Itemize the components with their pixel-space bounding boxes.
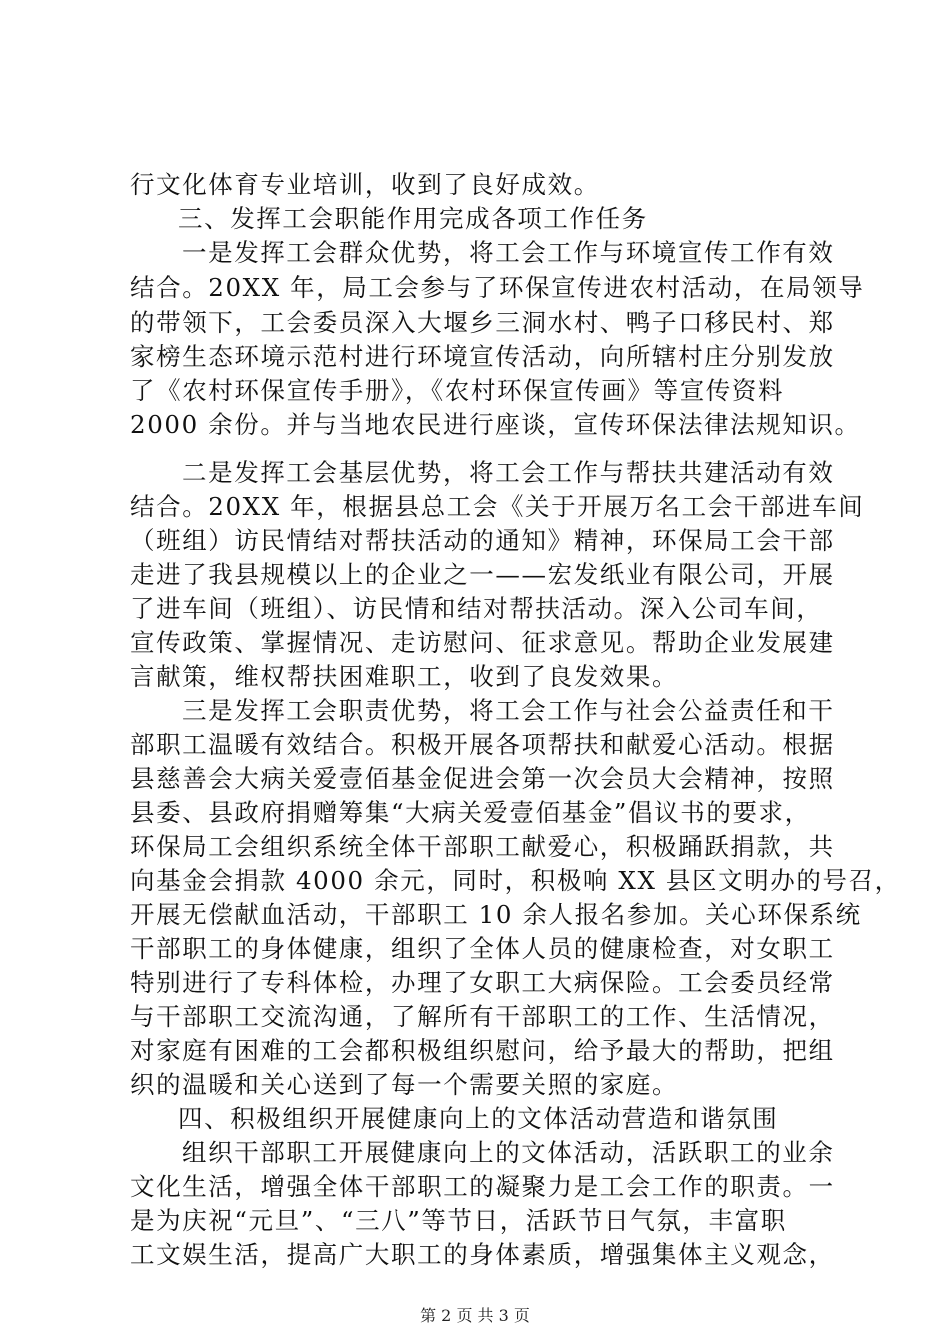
text-line: 三是发挥工会职责优势，将工会工作与社会公益责任和干 <box>182 696 835 725</box>
text-line: 织的温暖和关心送到了每一个需要关照的家庭。 <box>130 1070 679 1099</box>
text-line: 了进车间（班组）、访民情和结对帮扶活动。深入公司车间， <box>130 594 823 623</box>
text-line: 是为庆祝“元旦”、“三八”等节日，活跃节日气氛，丰富职 <box>130 1206 787 1235</box>
text-line: 县慈善会大病关爱壹佰基金促进会第一次会员大会精神，按照 <box>130 764 835 793</box>
text-line: 行文化体育专业培训，收到了良好成效。 <box>130 170 600 199</box>
text-line: 工文娱生活，提高广大职工的身体素质，增强集体主义观念， <box>130 1240 835 1269</box>
text-line: 宣传政策、掌握情况、走访慰问、征求意见。帮助企业发展建 <box>130 628 835 657</box>
text-line: 了《农村环保宣传手册》，《农村环保宣传画》等宣传资料 <box>130 376 785 405</box>
text-line: 部职工温暖有效结合。积极开展各项帮扶和献爱心活动。根据 <box>130 730 835 759</box>
text-line: 2000 余份。并与当地农民进行座谈，宣传环保法律法规知识。 <box>130 410 861 439</box>
text-line: 文化生活，增强全体干部职工的凝聚力是工会工作的职责。一 <box>130 1172 835 1201</box>
text-line: 言献策，维权帮扶困难职工，收到了良发效果。 <box>130 662 679 691</box>
text-line: 结合。20XX 年，根据县总工会《关于开展万名工会干部进车间 <box>130 492 865 521</box>
text-line: 家榜生态环境示范村进行环境宣传活动，向所辖村庄分别发放 <box>130 342 835 371</box>
text-line: 结合。20XX 年，局工会参与了环保宣传进农村活动，在局领导 <box>130 273 865 302</box>
text-line: 干部职工的身体健康，组织了全体人员的健康检查，对女职工 <box>130 934 835 963</box>
text-line: 县委、县政府捐赠筹集“大病关爱壹佰基金”倡议书的要求， <box>130 798 811 827</box>
text-line: 三、发挥工会职能作用完成各项工作任务 <box>178 204 648 233</box>
text-line: 向基金会捐款 4000 余元，同时，积极响 XX 县区文明办的号召， <box>130 866 901 895</box>
text-line: 环保局工会组织系统全体干部职工献爱心，积极踊跃捐款，共 <box>130 832 835 861</box>
text-line: 走进了我县规模以上的企业之一——宏发纸业有限公司，开展 <box>130 560 835 589</box>
page-footer: 第 2 页 共 3 页 <box>420 1306 530 1325</box>
text-line: 对家庭有困难的工会都积极组织慰问，给予最大的帮助，把组 <box>130 1036 835 1065</box>
text-line: 一是发挥工会群众优势，将工会工作与环境宣传工作有效 <box>182 238 835 267</box>
text-line: （班组）访民情结对帮扶活动的通知》精神，环保局工会干部 <box>130 526 835 555</box>
text-line: 与干部职工交流沟通，了解所有干部职工的工作、生活情况， <box>130 1002 835 1031</box>
text-line: 特别进行了专科体检，办理了女职工大病保险。工会委员经常 <box>130 968 835 997</box>
text-line: 四、积极组织开展健康向上的文体活动营造和谐氛围 <box>178 1104 779 1133</box>
text-line: 二是发挥工会基层优势，将工会工作与帮扶共建活动有效 <box>182 458 835 487</box>
text-line: 的带领下，工会委员深入大堰乡三洞水村、鸭子口移民村、郑 <box>130 308 835 337</box>
text-line: 开展无偿献血活动，干部职工 10 余人报名参加。关心环保系统 <box>130 900 862 929</box>
text-line: 组织干部职工开展健康向上的文体活动，活跃职工的业余 <box>182 1138 835 1167</box>
